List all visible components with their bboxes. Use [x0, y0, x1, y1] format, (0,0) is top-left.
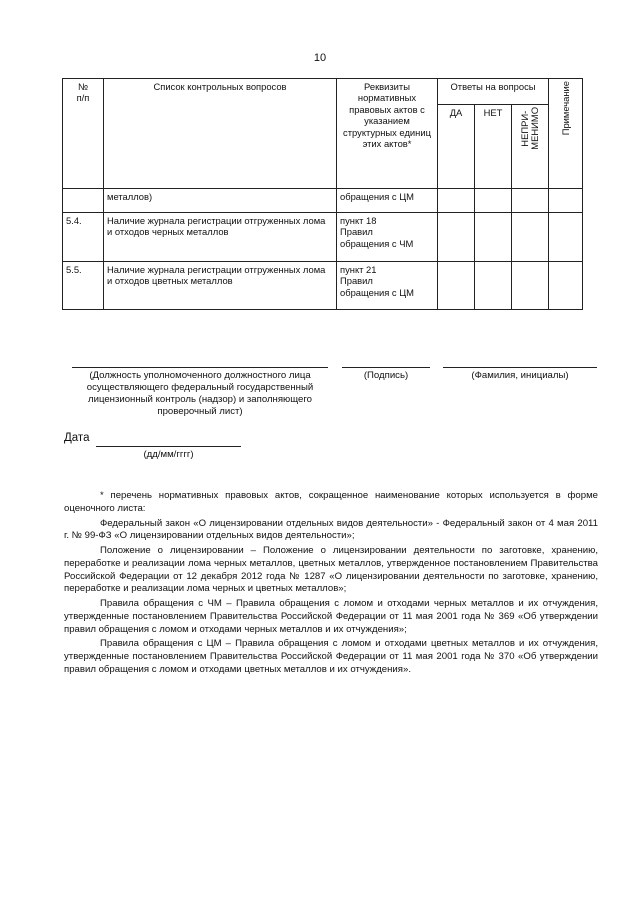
page-number: 10 [313, 52, 327, 64]
header-answers: Ответы на вопросы [438, 79, 549, 105]
header-yes: ДА [438, 105, 475, 189]
name-caption: (Фамилия, инициалы) [471, 370, 569, 381]
cell-not-applicable [512, 262, 549, 310]
table-row [63, 189, 583, 213]
footnote-paragraph: Положение о лицензировании – Положение о лицензировании деятельности по заготовке, хранению, переработке и реализации лома черных металлов, цветных металлов, утвержденное постановлением Правительства Российской Федерации от 12 декабря 2012 года № 1287 «О лицензировании деятельности по заготовке, хранению, переработке и реализации лома черных и цветных металлов»; [64, 545, 598, 595]
row-num: 5.5. [63, 262, 104, 310]
date-field-line [96, 446, 241, 447]
position-caption: (Должность уполномоченного должностного лица осуществляющего федеральный государственный лицензионный контроль (надзор) и заполняющего проверочный лист) [86, 370, 314, 417]
header-no: НЕТ [475, 105, 512, 189]
cell-no [475, 262, 512, 310]
cell-note [549, 262, 583, 310]
footnote-paragraph: Правила обращения с ЦМ – Правила обращения с ломом и отходами цветных металлов и их отчуждения, утвержденные постановлением Правительства Российской Федерации от 11 мая 2001 года № 370 «Об утверждении правил обращения с ломом и отходами цветных металлов и их отчуждения». [64, 638, 598, 675]
cell-note [549, 189, 583, 213]
row-num: 5.4. [63, 213, 104, 262]
cell-no [475, 189, 512, 213]
header-requisites: Реквизиты нормативных правовых актов с указанием структурных единиц этих актов* [337, 79, 438, 189]
row-requisites: обращения с ЦМ [337, 189, 438, 213]
header-not-applicable: НЕПРИ- МЕНИМО [512, 105, 549, 189]
checklist-table [62, 78, 583, 310]
table-row [63, 213, 583, 262]
cell-not-applicable [512, 189, 549, 213]
cell-not-applicable [512, 213, 549, 262]
footnote-paragraph: Федеральный закон «О лицензировании отдельных видов деятельности» - Федеральный закон от 4 мая 2011 г. № 99-ФЗ «О лицензировании отдельных видов деятельности»; [64, 517, 598, 542]
cell-yes [438, 213, 475, 262]
cell-no [475, 213, 512, 262]
row-num [63, 189, 104, 213]
position-signature-line [72, 367, 328, 368]
date-format-hint: (дд/мм/гггг) [143, 449, 194, 460]
header-questions: Список контрольных вопросов [104, 79, 337, 189]
sign-caption: (Подпись) [363, 370, 409, 381]
date-label: Дата [64, 432, 90, 444]
footnote-paragraph: Правила обращения с ЧМ – Правила обращения с ломом и отходами черных металлов и их отчуждения, утвержденные постановлением Правительства Российской Федерации от 11 мая 2001 года № 369 «Об утверждении правил обращения с ломом и отходами черных металлов и их отчуждения»; [64, 598, 598, 635]
name-signature-line [443, 367, 597, 368]
footnote [64, 490, 598, 679]
row-question: металлов) [104, 189, 337, 213]
header-note: Примечание [549, 79, 583, 189]
row-question: Наличие журнала регистрации отгруженных лома и отходов цветных металлов [104, 262, 337, 310]
table-row [63, 262, 583, 310]
row-requisites: пункт 21 Правил обращения с ЦМ [337, 262, 438, 310]
cell-yes [438, 262, 475, 310]
header-num: № п/п [63, 79, 104, 189]
cell-yes [438, 189, 475, 213]
sign-signature-line [342, 367, 430, 368]
row-requisites: пункт 18 Правил обращения с ЧМ [337, 213, 438, 262]
cell-note [549, 213, 583, 262]
footnote-paragraph: * перечень нормативных правовых актов, сокращенное наименование которых используется в форме оценочного листа: [64, 490, 598, 514]
row-question: Наличие журнала регистрации отгруженных лома и отходов черных металлов [104, 213, 337, 262]
